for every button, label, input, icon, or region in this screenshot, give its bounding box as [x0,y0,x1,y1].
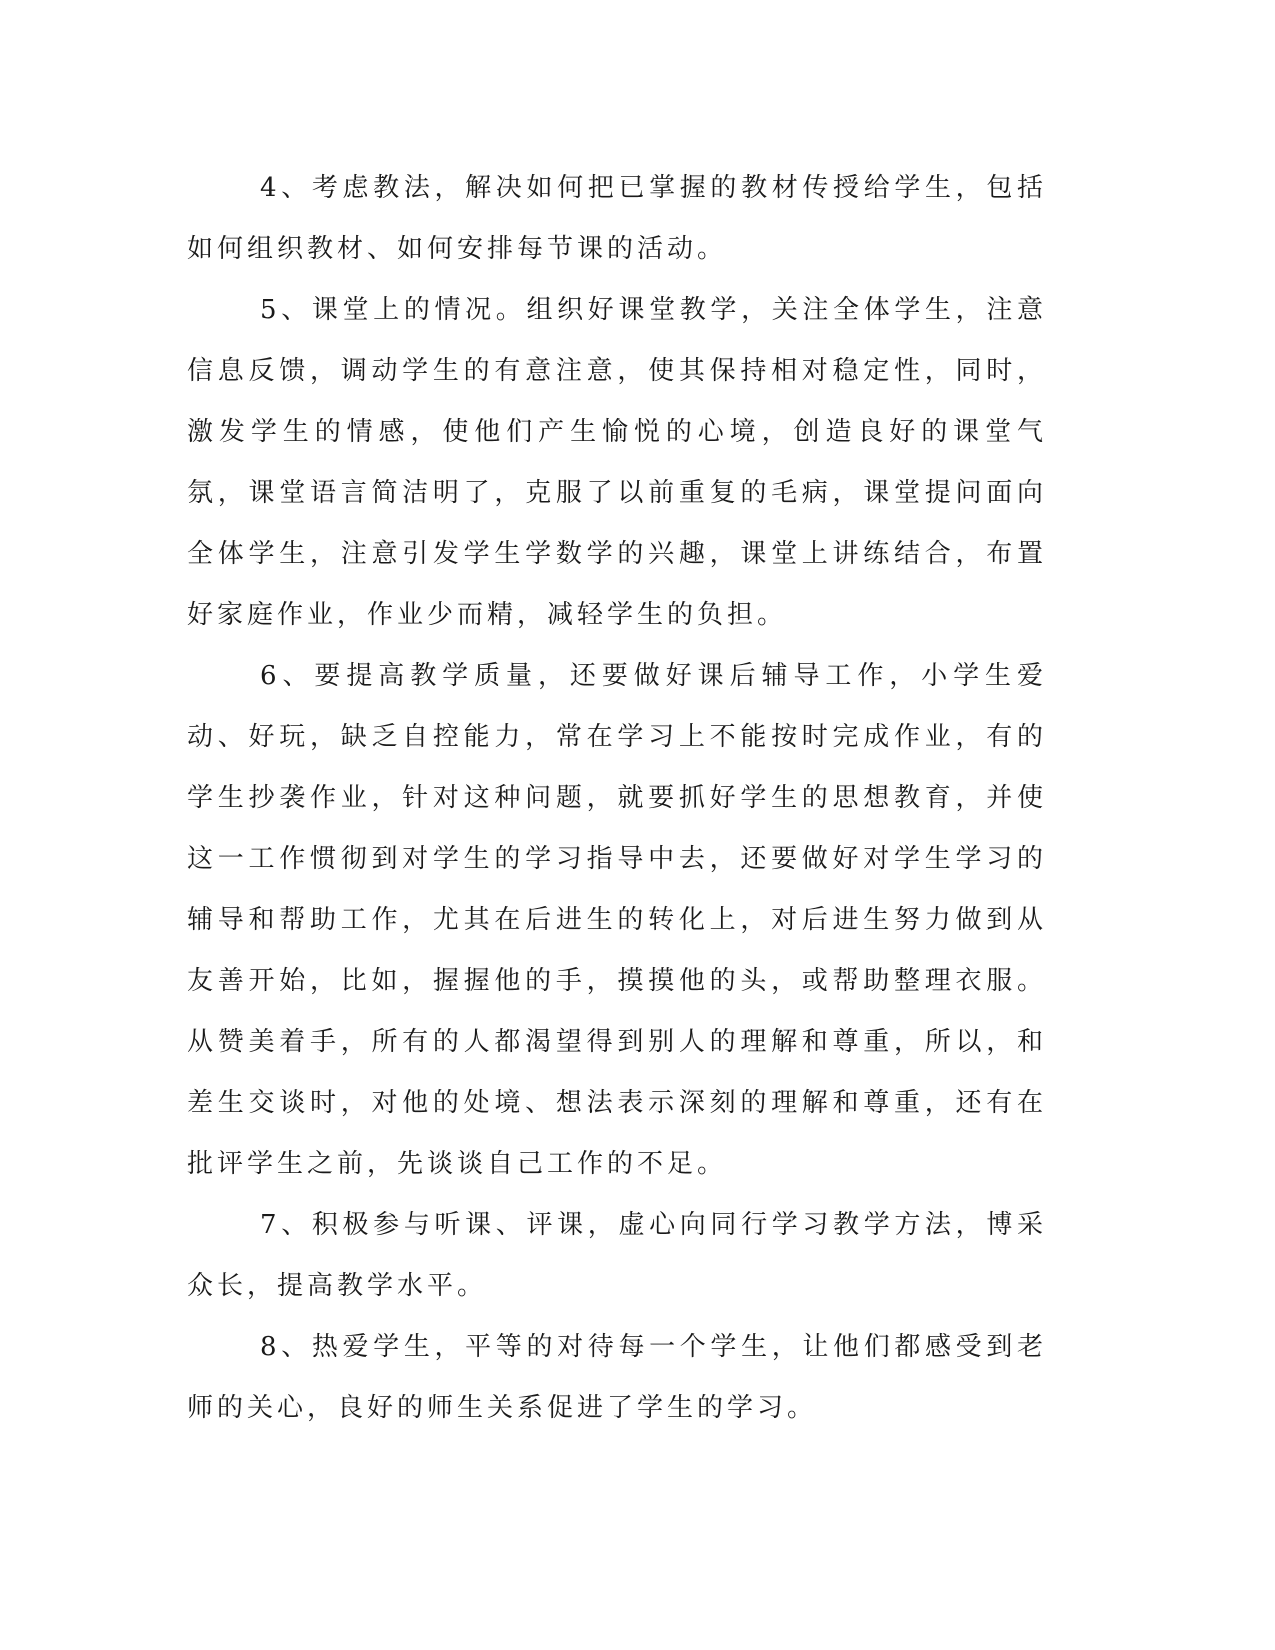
paragraph-item-6: 6、要提高教学质量，还要做好课后辅导工作，小学生爱动、好玩，缺乏自控能力，常在学习上不能按时完成作业，有的学生抄袭作业，针对这种问题，就要抓好学生的思想教育，并使这一工作惯彻到对学生的学习指导中去，还要做好对学生学习的辅导和帮助工作，尤其在后进生的转化上，对后进生努力做到从友善开始，比如，握握他的手，摸摸他的头，或帮助整理衣服。从赞美着手，所有的人都渴望得到别人的理解和尊重，所以，和差生交谈时，对他的处境、想法表示深刻的理解和尊重，还有在批评学生之前，先谈谈自己工作的不足。 [187,661,1047,1179]
document-body [187,158,1047,1439]
paragraph-item-5: 5、课堂上的情况。组织好课堂教学，关注全体学生，注意信息反馈，调动学生的有意注意，使其保持相对稳定性，同时，激发学生的情感，使他们产生愉悦的心境，创造良好的课堂气氛，课堂语言简洁明了，克服了以前重复的毛病，课堂提问面向全体学生，注意引发学生学数学的兴趣，课堂上讲练结合，布置好家庭作业，作业少而精，减轻学生的负担。 [187,295,1047,630]
paragraph-item-8: 8、热爱学生，平等的对待每一个学生，让他们都感受到老师的关心，良好的师生关系促进了学生的学习。 [187,1332,1047,1423]
paragraph-item-7: 7、积极参与听课、评课，虚心向同行学习教学方法，博采众长，提高教学水平。 [187,1210,1047,1301]
paragraph-item-4: 4、考虑教法，解决如何把已掌握的教材传授给学生，包括如何组织教材、如何安排每节课的活动。 [187,173,1047,264]
